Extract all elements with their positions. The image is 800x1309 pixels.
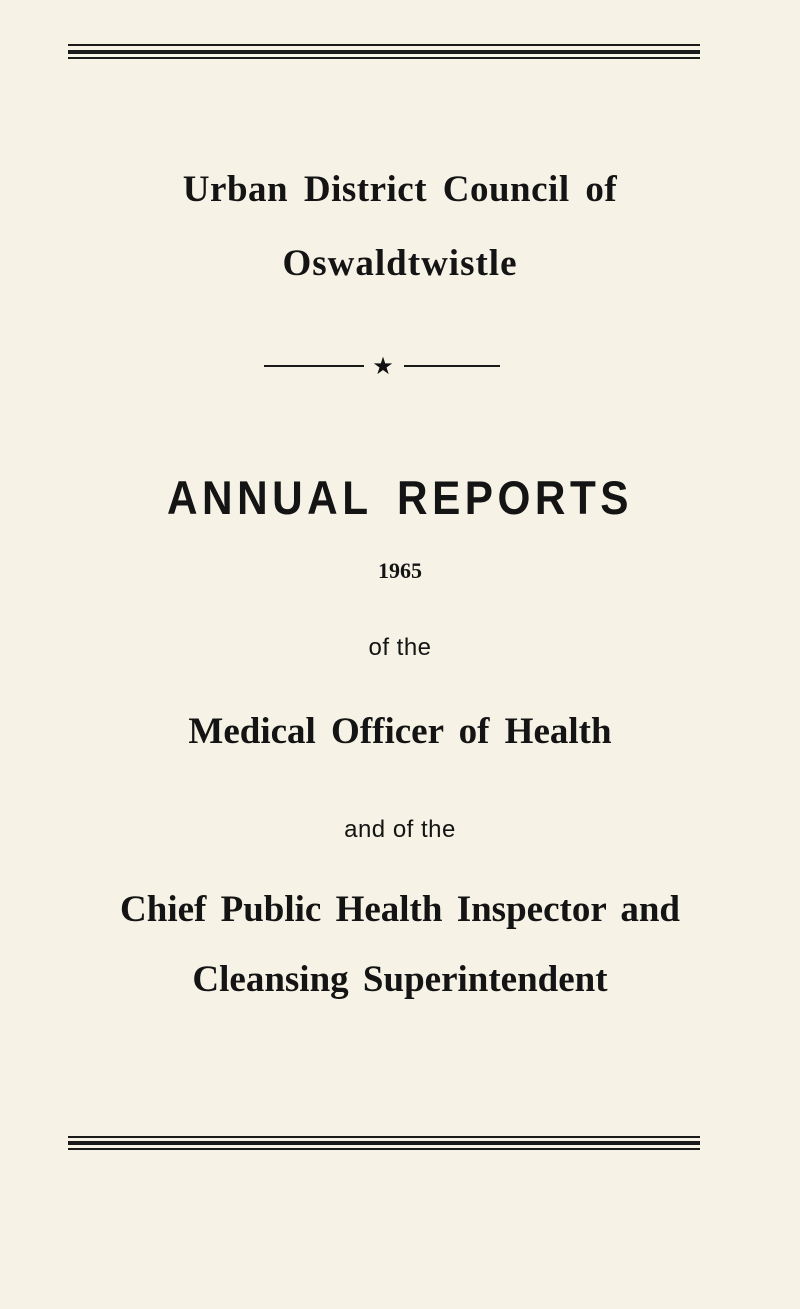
medical-officer-heading: Medical Officer of Health (188, 711, 612, 752)
bottom-rule-thick (68, 1141, 700, 1145)
divider-right-line (404, 365, 500, 367)
star-icon: ★ (372, 352, 394, 380)
inspector-heading: Chief Public Health Inspector and (120, 889, 680, 930)
divider-left-line (264, 365, 364, 367)
bottom-rule-thin (68, 1136, 700, 1138)
council-heading: Urban District Council of (182, 169, 618, 210)
and-of-the-text: and of the (344, 816, 456, 843)
top-double-rule (68, 44, 700, 59)
star-divider (264, 352, 500, 382)
top-rule-thick (68, 50, 700, 54)
top-rule-thin (68, 44, 700, 46)
bottom-double-rule (68, 1136, 700, 1150)
town-heading: Oswaldtwistle (282, 243, 518, 284)
superintendent-heading: Cleansing Superintendent (192, 959, 608, 1000)
report-title: ANNUAL REPORTS (166, 471, 634, 524)
report-year: 1965 (378, 558, 422, 583)
bottom-rule-thin-lower (68, 1148, 700, 1150)
of-the-text: of the (368, 634, 432, 661)
top-rule-thin-lower (68, 57, 700, 59)
